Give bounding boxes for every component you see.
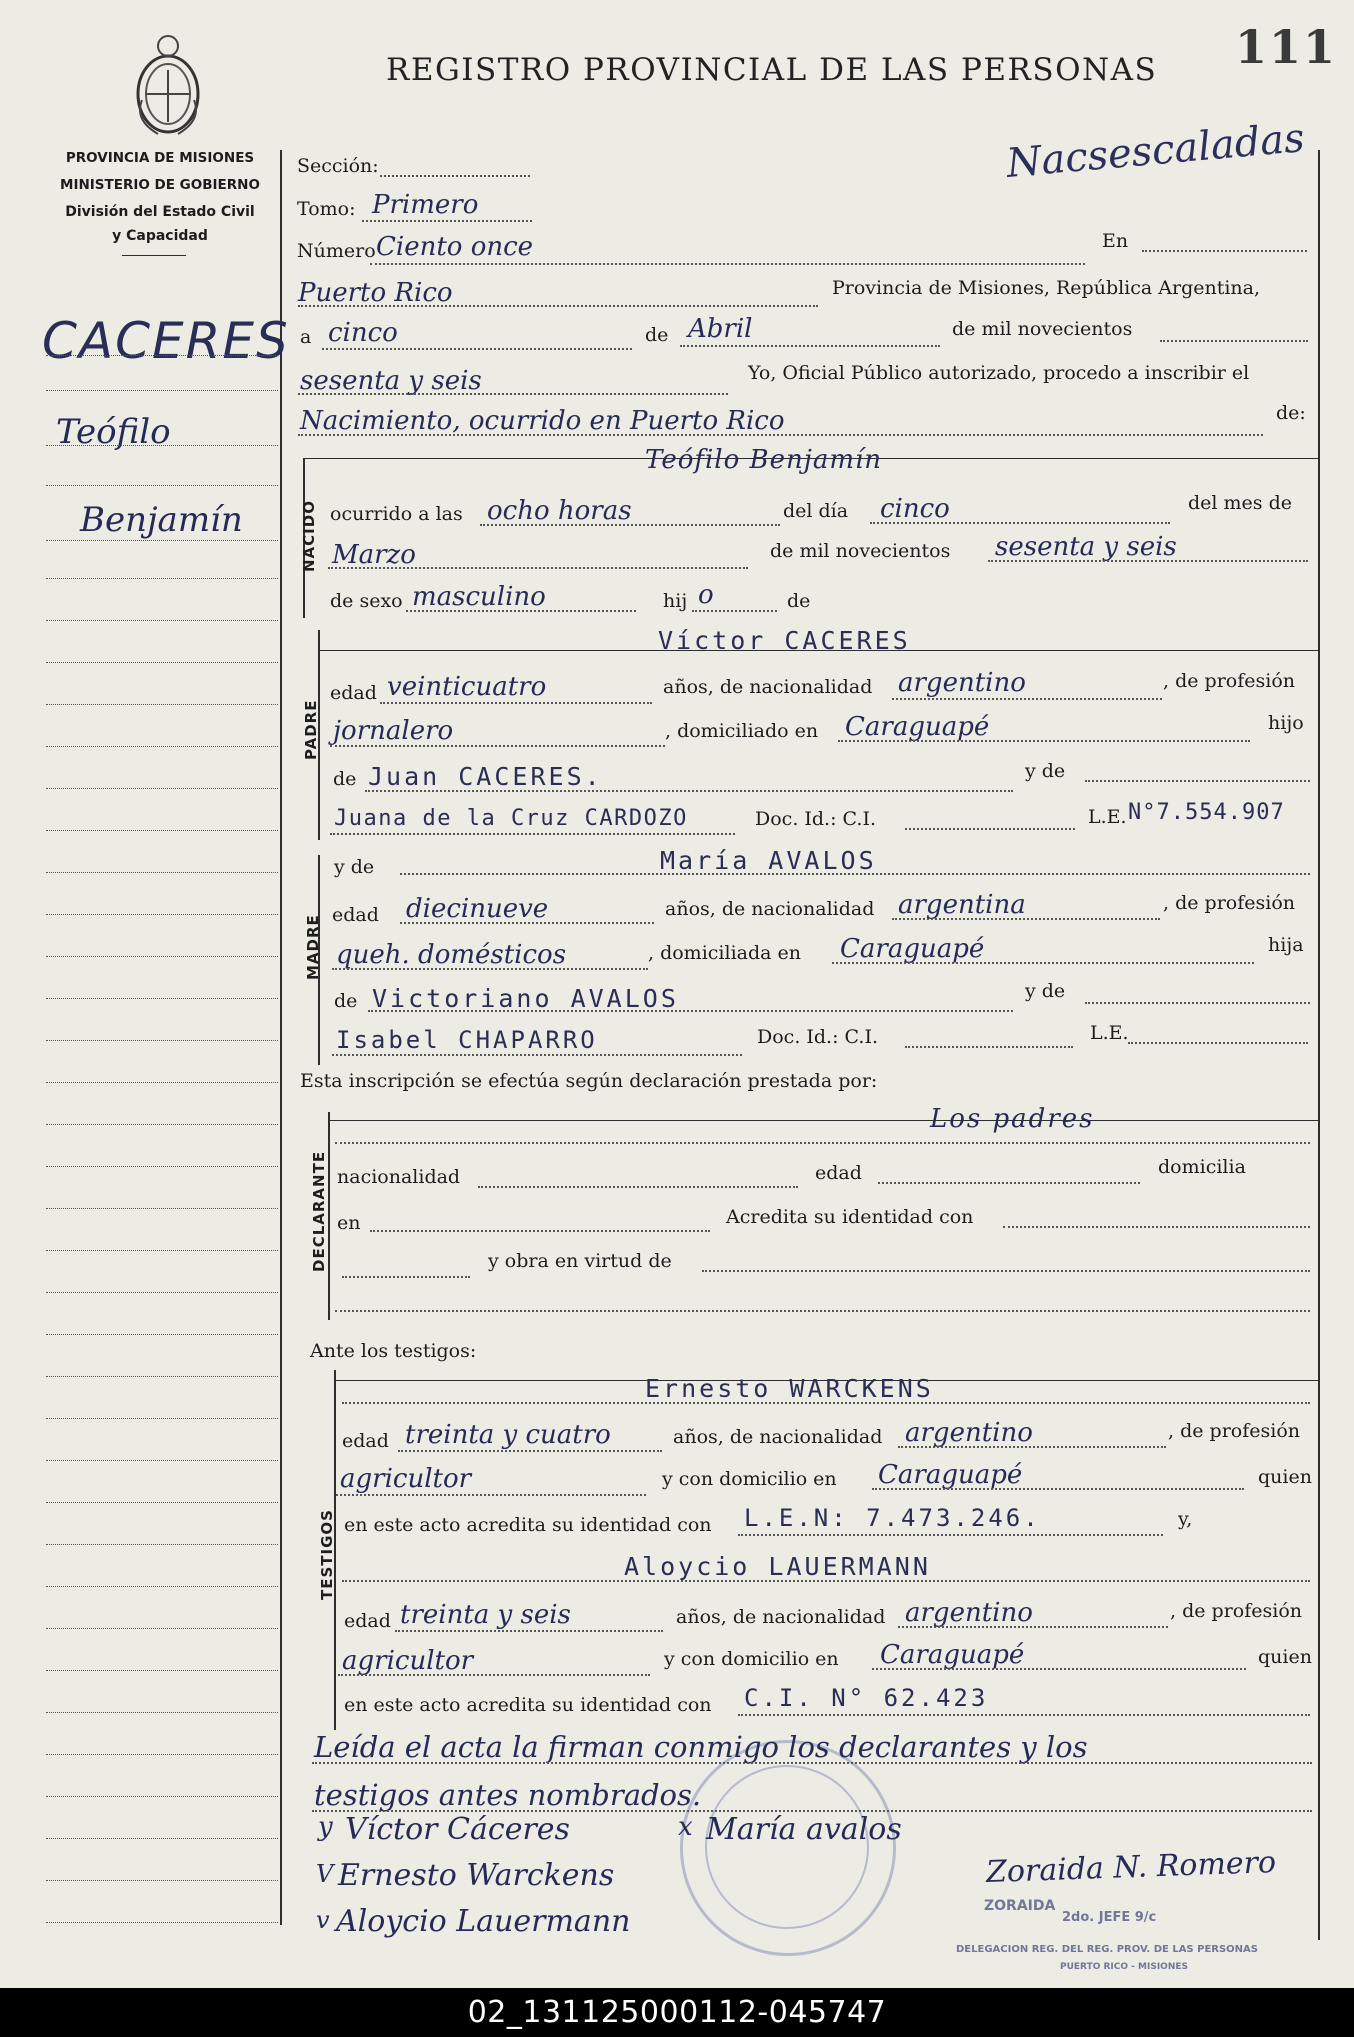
madre-madre: Isabel CHAPARRO [336,1026,598,1054]
declarante-bracket [328,1112,330,1320]
madre-de-label: de [334,990,358,1012]
padre-label: PADRE [302,699,320,760]
padre-edad: veinticuatro [387,672,547,702]
t2-edad: treinta y seis [400,1600,571,1630]
t2-edad-label: edad [344,1610,391,1632]
org-line-4: y Capacidad [112,228,208,244]
stamp-role: 2do. JEFE 9/c [1062,1910,1157,1925]
t1-dom: Caraguapé [878,1460,1023,1490]
mil-nov-label: de mil novecientos [952,318,1133,340]
padre-dom-label: , domiciliado en [665,720,819,742]
coat-of-arms [128,30,208,140]
madre-dom: Caraguapé [840,934,985,964]
padre-nac: argentino [898,668,1026,698]
padre-doc-label: Doc. Id.: C.I. [755,808,876,830]
declarante-dom-label: domicilia [1158,1156,1246,1178]
sidebar-surname: CACERES [42,312,290,370]
a-label: a [300,326,312,348]
stamp-place: PUERTO RICO - MISIONES [1060,1962,1188,1972]
provincia-text: Provincia de Misiones, República Argentina, [832,277,1261,299]
padre-le-label: L.E. [1088,806,1127,828]
closing-line-2: testigos antes nombrados. [314,1778,702,1812]
tomo-value: Primero [372,190,479,220]
madre-dom-label: , domiciliada en [648,942,801,964]
dia-value: cinco [328,318,398,348]
numero-value: Ciento once [376,232,534,262]
t1-quien: quien [1258,1466,1312,1488]
tomo-label: Tomo: [297,198,356,220]
signature-4: Aloycio Lauermann [336,1904,631,1939]
org-line-1: PROVINCIA DE MISIONES [65,150,255,166]
t2-nac-label: años, de nacionalidad [676,1606,886,1628]
del-dia-label: del día [783,500,849,522]
t2-doc: C.I. N° 62.423 [744,1684,989,1712]
t1-edad: treinta y cuatro [405,1420,611,1450]
madre-hija-label: hija [1268,934,1304,956]
sidebar-name-2: Benjamín [80,500,243,540]
t2-acred-label: en este acto acredita su identidad con [344,1694,712,1716]
stamp-name: ZORAIDA [984,1898,1056,1914]
sig-mark-1: y [318,1812,333,1842]
madre-nombre: María AVALOS [660,846,877,875]
nacido-anio: sesenta y seis [995,532,1177,562]
madre-le-label: L.E. [1090,1022,1129,1044]
t1-acred-label: en este acto acredita su identidad con [344,1514,712,1536]
t1-nac-label: años, de nacionalidad [673,1426,883,1448]
padre-nombre: Víctor CACERES [658,626,911,655]
anio-value: sesenta y seis [300,366,482,396]
padre-dom: Caraguapé [845,712,990,742]
sig-mark-3: V [316,1860,334,1888]
declarante-en-label: en [337,1212,361,1234]
org-underline [122,255,186,256]
madre-nac-label: años, de nacionalidad [665,898,875,920]
hij-value: o [698,580,714,610]
right-border [1318,150,1320,1940]
padre-padre: Juan CACERES. [368,762,603,791]
t2-dom: Caraguapé [880,1640,1025,1670]
seccion-label: Sección: [297,155,379,177]
madre-prof-label: , de profesión [1163,892,1295,914]
declarante-obra-label: y obra en virtud de [488,1250,672,1272]
de-label: de [645,324,669,346]
padre-edad-label: edad [330,682,377,704]
closing-line-1: Leída el acta la firman conmigo los declarantes y los [314,1730,1088,1764]
official-seal-inner [705,1765,869,1929]
padre-le: N°7.554.907 [1128,800,1285,825]
madre-padre: Victoriano AVALOS [372,984,679,1013]
del-mes-label: del mes de [1188,492,1292,514]
madre-prof: queh. domésticos [336,940,567,970]
hij-label: hij [663,590,688,612]
page-number: 111 [1235,20,1338,74]
declarante-intro: Esta inscripción se efectúa según declaración prestada por: [300,1070,878,1092]
annotation: Nacsescaladas [1004,115,1307,187]
madre-nac: argentina [898,890,1026,920]
testigos-label: TESTIGOS [318,1509,336,1600]
t2-quien: quien [1258,1646,1312,1668]
de-colon: de: [1276,402,1306,424]
ocurrido-label: ocurrido a las [330,503,463,525]
t2-prof: agricultor [342,1646,474,1676]
t1-nac: argentino [905,1418,1033,1448]
t1-prof: agricultor [340,1464,472,1494]
t1-prof-label: , de profesión [1168,1420,1300,1442]
t2-nombre: Aloycio LAUERMANN [624,1552,931,1581]
nacido-label: NACIDO [300,500,318,572]
madre-edad: diecinueve [406,894,549,924]
testigos-intro: Ante los testigos: [310,1340,477,1362]
padre-y-de: y de [1025,760,1066,782]
t1-y: y, [1178,1508,1193,1530]
declarante-value: Los padres [930,1104,1095,1134]
t1-nombre: Ernesto WARCKENS [645,1374,934,1403]
nacido-mes: Marzo [332,540,416,570]
oficial-text: Yo, Oficial Público autorizado, procedo a inscribir el [748,362,1250,384]
sig-mark-4: v [316,1906,330,1934]
declarante-edad-label: edad [815,1162,862,1184]
declarante-acredita-label: Acredita su identidad con [726,1206,974,1228]
page-title: REGISTRO PROVINCIAL DE LAS PERSONAS [386,52,1158,88]
sexo-label: de sexo [330,590,403,612]
madre-doc-label: Doc. Id.: C.I. [757,1026,878,1048]
declarante-label: DECLARANTE [310,1150,328,1272]
padre-madre: Juana de la Cruz CARDOZO [334,806,688,831]
signature-3: Ernesto Warckens [338,1858,615,1893]
signature-2: María avalos [706,1812,902,1847]
sidebar-divider [280,150,282,1925]
padre-nac-label: años, de nacionalidad [663,676,873,698]
madre-edad-label: edad [332,904,379,926]
stamp-office: DELEGACION REG. DEL REG. PROV. DE LAS PERSONAS [956,1944,1258,1955]
t1-edad-label: edad [342,1430,389,1452]
padre-prof: jornalero [333,716,454,746]
nacido-mil-nov: de mil novecientos [770,540,951,562]
footer-id: 02_131125000112-045747 [0,1988,1354,2037]
padre-hijo-label: hijo [1268,712,1304,734]
sexo-value: masculino [412,582,546,612]
nacido-nombre: Teófilo Benjamín [645,445,883,475]
madre-label: MADRE [304,914,322,980]
en-label: En [1102,230,1129,252]
sidebar-name-1: Teófilo [56,412,171,452]
hora-value: ocho horas [487,496,632,526]
lugar-value: Puerto Rico [298,278,453,308]
declarante-nac-label: nacionalidad [337,1166,461,1188]
hecho-value: Nacimiento, ocurrido en Puerto Rico [300,406,785,436]
t2-prof-label: , de profesión [1170,1600,1302,1622]
nacido-de: de [787,590,811,612]
t1-dom-label: y con domicilio en [662,1468,837,1490]
org-line-3: División del Estado Civil [65,204,255,220]
org-line-2: MINISTERIO DE GOBIERNO [60,177,260,193]
padre-de-label: de [333,768,357,790]
sig-mark-2: x [678,1812,693,1842]
numero-label: Número [297,240,376,262]
padre-prof-label: , de profesión [1163,670,1295,692]
official-signature: Zoraida N. Romero [985,1844,1277,1891]
t2-dom-label: y con domicilio en [664,1648,839,1670]
madre-y-de: y de [334,856,375,878]
nacido-dia: cinco [880,494,950,524]
mes-value: Abril [688,314,753,344]
signature-1: Víctor Cáceres [345,1812,570,1847]
madre-y-de-2: y de [1025,980,1066,1002]
t1-doc: L.E.N: 7.473.246. [744,1504,1041,1532]
t2-nac: argentino [905,1598,1033,1628]
